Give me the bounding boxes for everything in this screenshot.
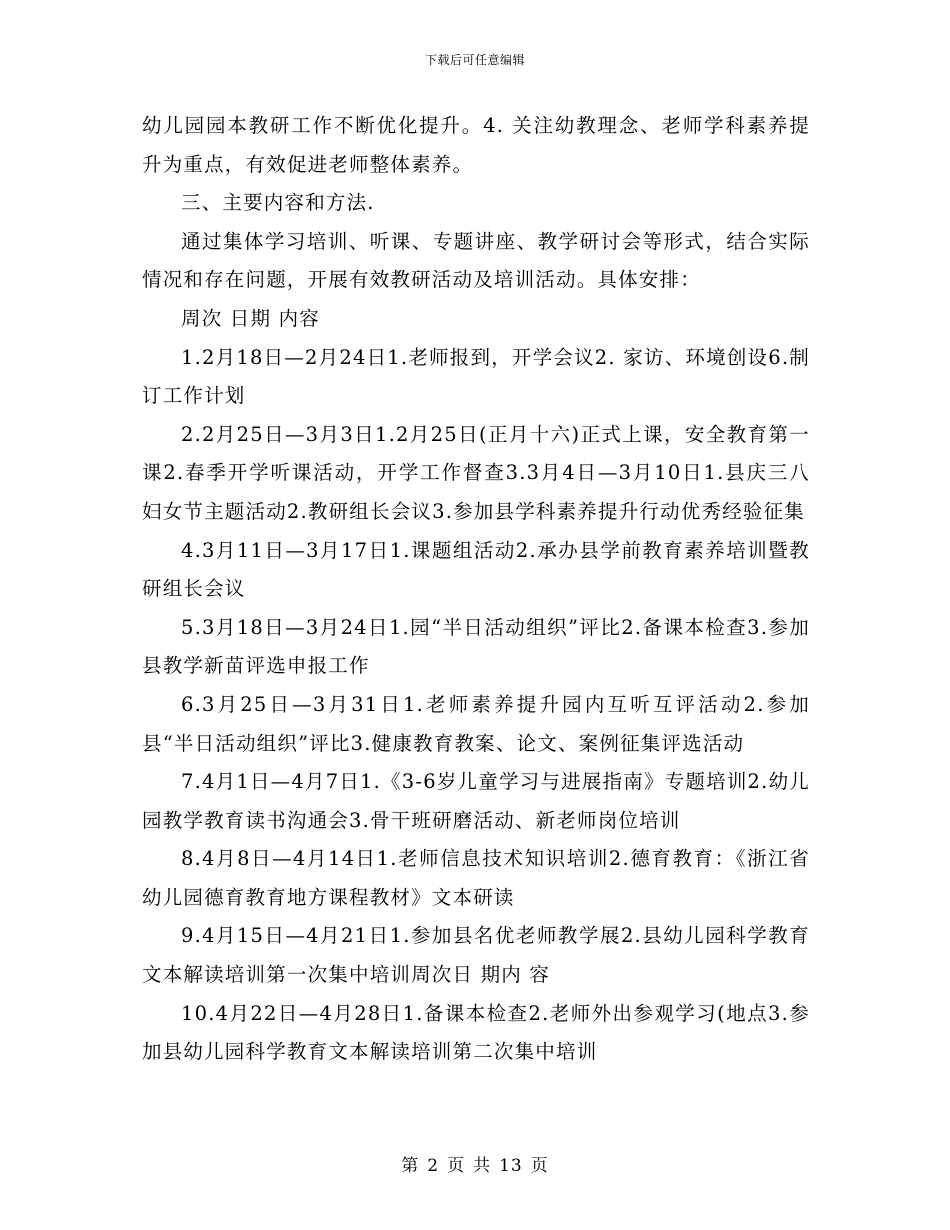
paragraph-continuation: 幼儿园园本教研工作不断优化提升。4. 关注幼教理念、老师学科素养提升为重点，有效促进老师整体素养。 (142, 114, 810, 176)
schedule-item: 8.4月8日—4月14日1.老师信息技术知识培训2.德育教育：《浙江省幼儿园德育教育地方课程教材》文本研读 (142, 847, 810, 909)
page-footer (0, 1155, 950, 1177)
page-number: 2 (427, 1156, 440, 1176)
schedule-item: 6.3月25日—3月31日1.老师素养提升园内互听互评活动2.参加县“半日活动组织”评比3.健康教育教案、论文、案例征集评选活动 (142, 692, 810, 755)
schedule-item: 10.4月22日—4月28日1.备课本检查2.老师外出参观学习(地点3.参加县幼儿园科学教育文本解读培训第二次集中培训 (142, 1001, 810, 1064)
schedule-item: 9.4月15日—4月21日1.参加县名优老师教学展2.县幼儿园科学教育文本解读培训第一次集中培训周次日 期内 容 (142, 924, 810, 987)
schedule-item: 7.4月1日—4月7日1.《3-6岁儿童学习与进展指南》专题培训2.幼儿园教学教育读书沟通会3.骨干班研磨活动、新老师岗位培训 (142, 770, 810, 832)
page-label: 页 (447, 1156, 466, 1176)
schedule-item: 5.3月18日—3月24日1.园“半日活动组织”评比2.备课本检查3.参加县教学新苗评选申报工作 (142, 615, 810, 678)
page-prefix: 第 (401, 1156, 420, 1176)
total-label: 页 (530, 1156, 549, 1176)
section-heading: 三、主要内容和方法. (181, 191, 375, 215)
schedule-header: 周次 日期 内容 (181, 306, 320, 330)
document-body (142, 107, 810, 1072)
paragraph-intro: 通过集体学习培训、听课、专题讲座、教学研讨会等形式，结合实际情况和存在问题，开展有效教研活动及培训活动。具体安排： (142, 229, 810, 292)
schedule-item: 2.2月25日—3月3日1.2月25日(正月十六)正式上课，安全教育第一课2.春季开学听课活动，开学工作督查3.3月4日—3月10日1.县庆三八妇女节主题活动2.教研组长会议3.参加县学科素养提升行动优秀经验征集 (142, 422, 810, 523)
schedule-item: 1.2月18日—2月24日1.老师报到，开学会议2. 家访、环境创设6.制订工作计划 (142, 345, 810, 408)
page-header: 下载后可任意编辑 (424, 53, 525, 67)
total-pages: 13 (499, 1156, 523, 1176)
total-prefix: 共 (473, 1156, 492, 1176)
schedule-item: 4.3月11日—3月17日1.课题组活动2.承办县学前教育素养培训暨教研组长会议 (142, 538, 810, 601)
